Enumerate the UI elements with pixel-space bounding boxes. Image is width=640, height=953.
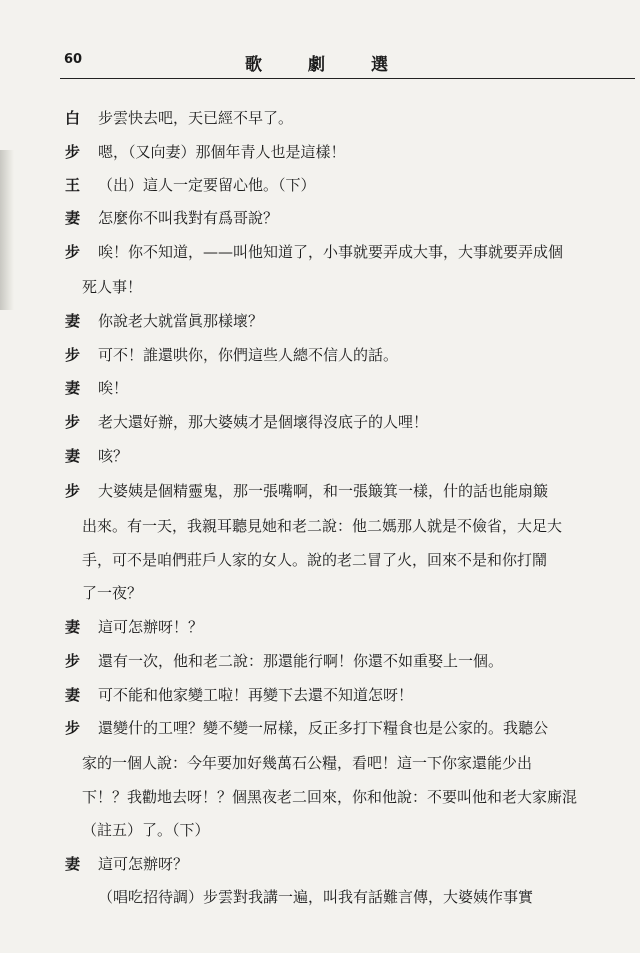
dialogue-text: 可不能和他家變工啦！再變下去還不知道怎呀！ [98,686,414,704]
dialogue-text: 還有一次，他和老二說：那還能行啊！你還不如重娶上一個。 [98,652,504,670]
speaker-name: 妻 [65,447,81,465]
dialogue-text: 這可怎辦呀！？ [98,618,204,636]
song-line: （唱吃招待調）步雲對我講一遍，叫我有話難言傳，大婆姨作事實 [98,888,534,906]
continuation-text: 死人事！ [82,278,143,296]
book-title: 歌劇選 [245,55,434,75]
continuation-text: 了一夜？ [82,584,143,602]
speaker-name: 妻 [65,686,81,704]
speaker-name: 妻 [65,379,81,397]
speaker-name: 步 [65,346,81,364]
continuation-text: 下！？我勸地去呀！？個黑夜老二回來，你和他說：不要叫他和老大家廝混 [82,788,578,806]
speaker-name: 步 [65,243,81,261]
dialogue-text: 唉！ [98,379,129,397]
dialogue-text: 你說老大就當眞那樣壞？ [98,312,264,330]
speaker-name: 步 [65,413,81,431]
speaker-name: 步 [65,143,81,161]
speaker-name: 步 [65,652,81,670]
continuation-text: 家的一個人說：今年要加好幾萬石公糧，看吧！這一下你家還能少出 [82,754,533,772]
dialogue-text: 怎麼你不叫我對有爲哥說？ [98,209,279,227]
continuation-text: 手，可不是咱們莊戶人家的女人。說的老二冒了火，回來不是和你打鬧 [82,551,548,569]
dialogue-text: 可不！誰還哄你，你們這些人總不信人的話。 [98,346,399,364]
speaker-name: 王 [65,176,81,194]
dialogue-text: 老大還好辦，那大婆姨才是個壞得沒底子的人哩！ [98,413,429,431]
speaker-name: 妻 [65,312,81,330]
speaker-name: 妻 [65,855,81,873]
continuation-text: 出來。有一天，我親耳聽見她和老二說：他二媽那人就是不儉省，大足大 [82,517,563,535]
dialogue-text: 大婆姨是個精靈鬼，那一張嘴啊，和一張簸箕一樣，什的話也能扇簸 [98,482,549,500]
page-number: 60 [64,52,83,67]
speaker-name: 妻 [65,618,81,636]
dialogue-text: 唉！你不知道，——叫他知道了，小事就要弄成大事，大事就要弄成個 [98,243,564,261]
dialogue-text: 還變什的工哩？變不變一屌樣，反正多打下糧食也是公家的。我聽公 [98,719,549,737]
dialogue-text: 咳？ [98,447,129,465]
speaker-name: 白 [65,109,81,127]
speaker-name: 步 [65,719,81,737]
dialogue-text: 嗯，（又向妻）那個年青人也是這樣！ [98,143,346,161]
dialogue-text: 這可怎辦呀？ [98,855,189,873]
continuation-text: （註五）了。（下） [82,821,210,839]
dialogue-text: 步雲快去吧，天已經不早了。 [98,109,294,127]
speaker-name: 步 [65,482,81,500]
dialogue-text: （出）這人一定要留心他。（下） [98,176,316,194]
speaker-name: 妻 [65,209,81,227]
